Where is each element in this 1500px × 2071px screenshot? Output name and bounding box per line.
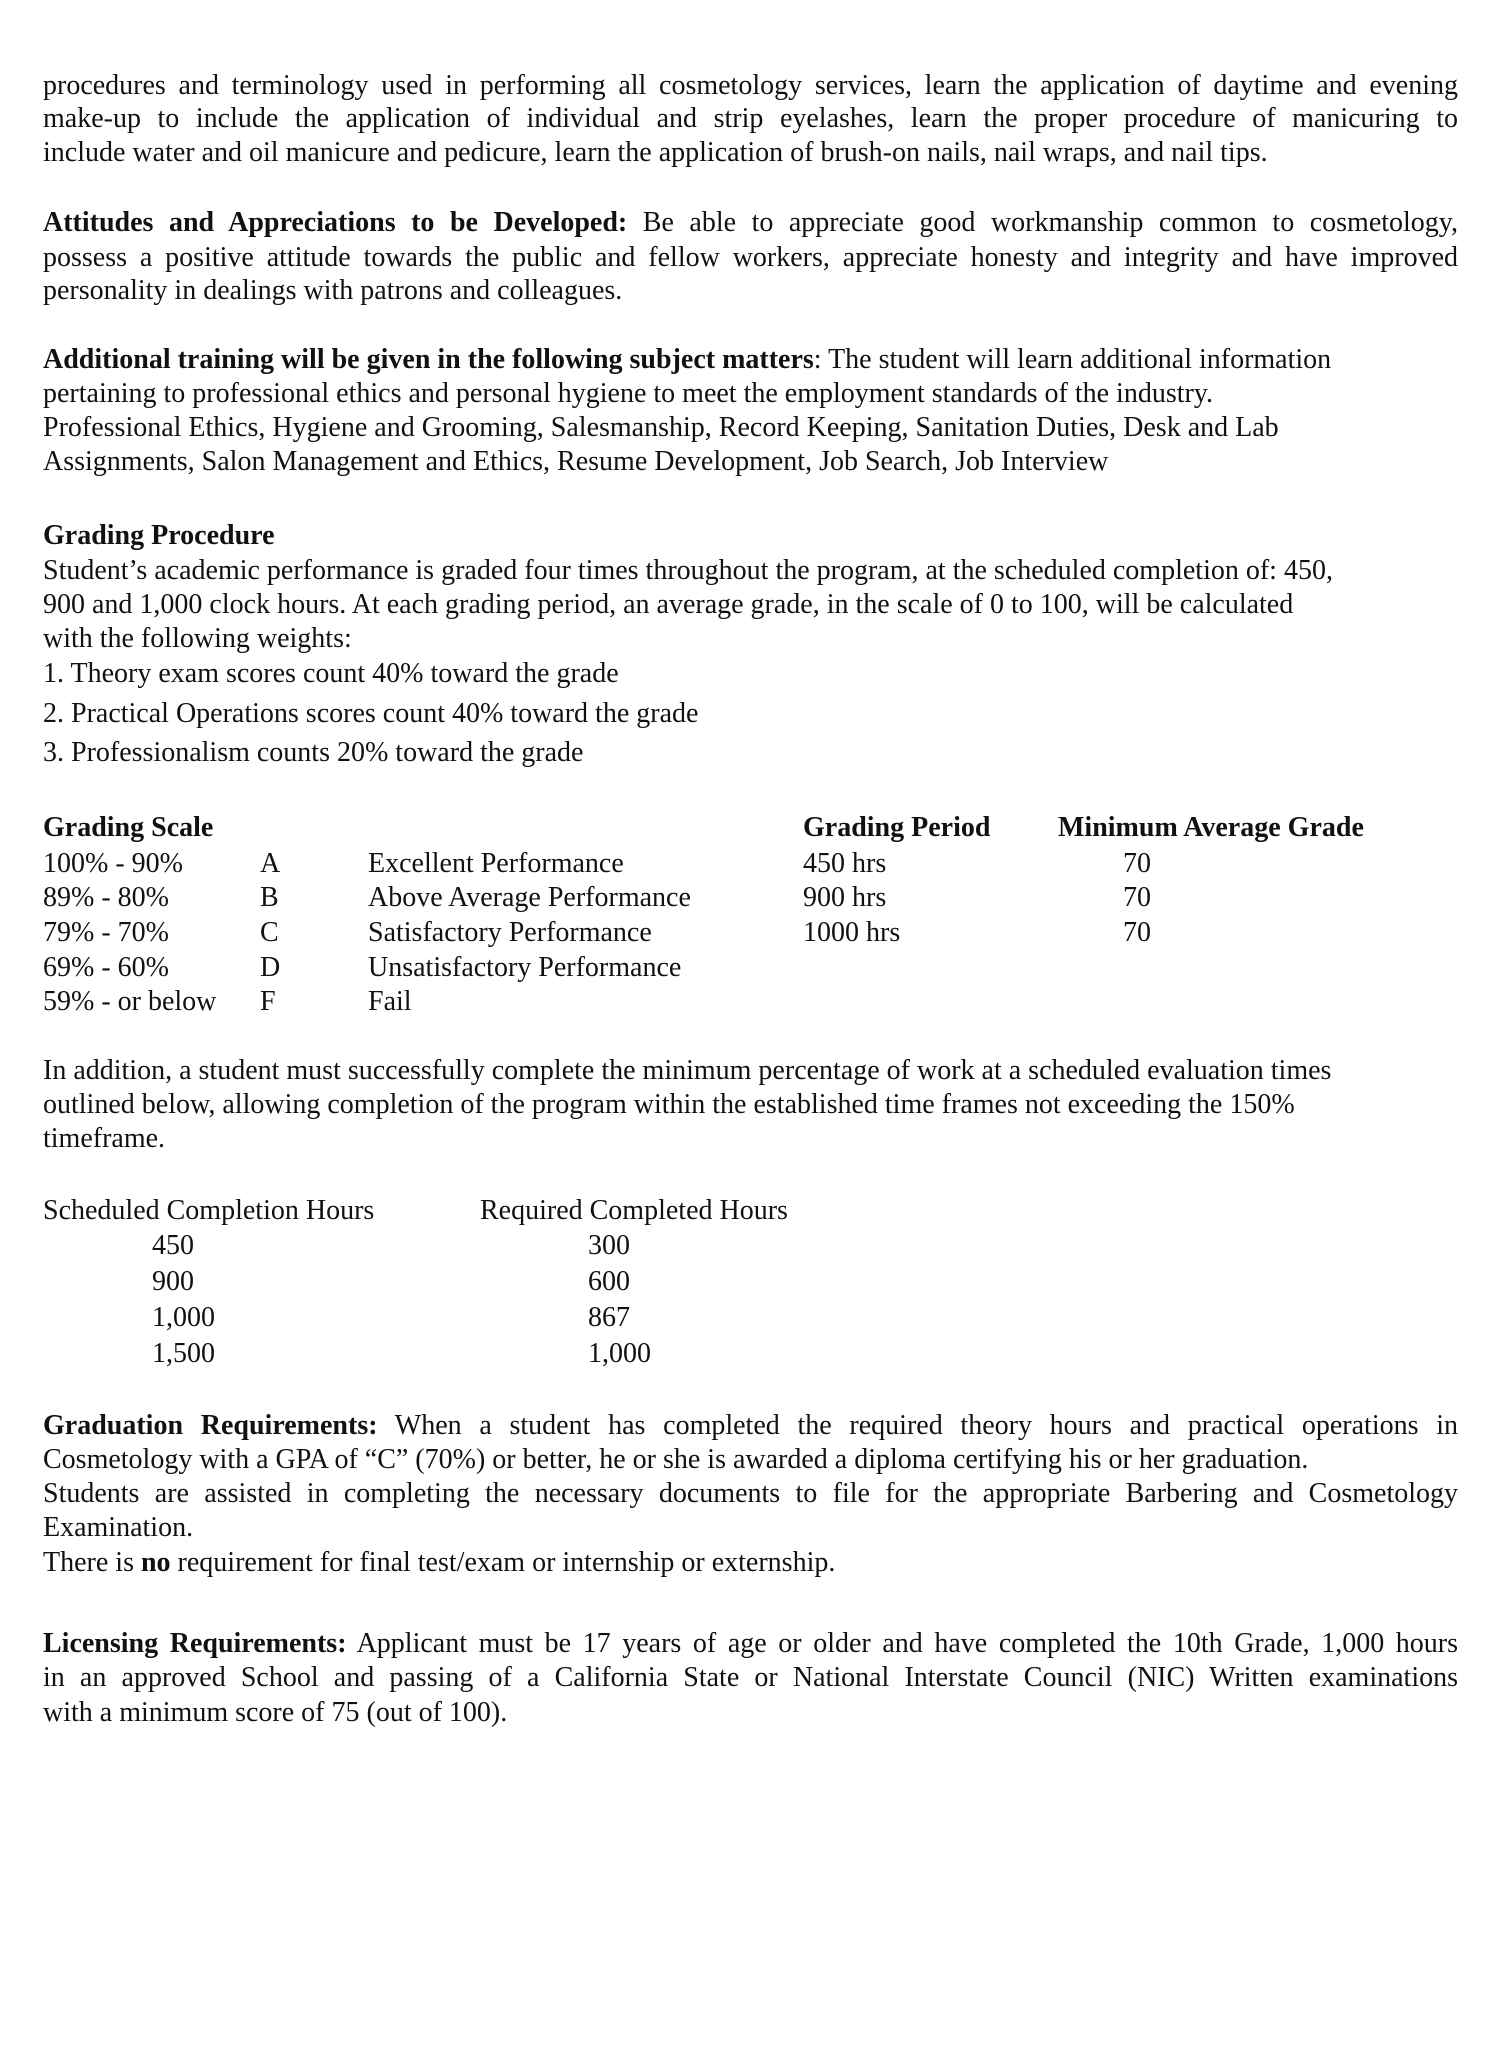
required-value: 867 bbox=[588, 1302, 630, 1333]
grading-procedure-heading: Grading Procedure bbox=[43, 520, 275, 551]
licensing-line-1: Licensing Requirements: Applicant must be 17 years of age or older and have completed the 10th Grade, 1,000 hours bbox=[43, 1628, 1458, 1659]
intro-line-1: procedures and terminology used in performing all cosmetology services, learn the application of daytime and evening bbox=[43, 70, 1458, 101]
scale-description: Fail bbox=[368, 986, 412, 1017]
scale-range: 69% - 60% bbox=[43, 952, 169, 983]
required-value: 600 bbox=[588, 1266, 630, 1297]
graduation-heading: Graduation Requirements: bbox=[43, 1410, 378, 1441]
scale-description: Satisfactory Performance bbox=[368, 917, 652, 948]
weight-item-professionalism: 3. Professionalism counts 20% toward the grade bbox=[43, 737, 584, 768]
scheduled-hours-header: Scheduled Completion Hours bbox=[43, 1195, 375, 1226]
attitudes-heading: Attitudes and Appreciations to be Developed: bbox=[43, 207, 628, 238]
grading-period-header: Grading Period bbox=[803, 812, 991, 843]
period-value: 900 hrs bbox=[803, 882, 887, 913]
scale-range: 100% - 90% bbox=[43, 848, 183, 879]
graduation-line-1: Graduation Requirements: When a student has completed the required theory hours and practical operations in bbox=[43, 1410, 1458, 1441]
progress-line-2: outlined below, allowing completion of the program within the established time frames not exceeding the 150% bbox=[43, 1089, 1295, 1120]
progress-line-1: In addition, a student must successfully complete the minimum percentage of work at a scheduled evaluation times bbox=[43, 1055, 1332, 1086]
weight-item-theory: 1. Theory exam scores count 40% toward the grade bbox=[43, 658, 619, 689]
scheduled-value: 450 bbox=[152, 1230, 194, 1261]
grading-procedure-line-2: 900 and 1,000 clock hours. At each grading period, an average grade, in the scale of 0 to 100, will be calculated bbox=[43, 589, 1294, 620]
licensing-heading: Licensing Requirements: bbox=[43, 1628, 347, 1659]
required-hours-header: Required Completed Hours bbox=[480, 1195, 788, 1226]
additional-line-4: Assignments, Salon Management and Ethics, Resume Development, Job Search, Job Interview bbox=[43, 446, 1109, 477]
scale-letter: D bbox=[260, 952, 281, 983]
grading-procedure-line-3: with the following weights: bbox=[43, 623, 352, 654]
scale-description: Excellent Performance bbox=[368, 848, 624, 879]
scale-letter: F bbox=[260, 986, 276, 1017]
minimum-value: 70 bbox=[1123, 882, 1151, 913]
additional-training-heading: Additional training will be given in the following subject matters bbox=[43, 344, 814, 375]
scale-description: Unsatisfactory Performance bbox=[368, 952, 682, 983]
licensing-line-2: in an approved School and passing of a California State or National Interstate Council (NIC) Written examinations bbox=[43, 1662, 1458, 1693]
intro-line-2: make-up to include the application of individual and strip eyelashes, learn the proper procedure of manicuring to bbox=[43, 103, 1458, 134]
period-value: 450 hrs bbox=[803, 848, 887, 879]
minimum-grade-header: Minimum Average Grade bbox=[1058, 812, 1364, 843]
scheduled-value: 1,500 bbox=[152, 1338, 215, 1369]
scale-range: 79% - 70% bbox=[43, 917, 169, 948]
scheduled-value: 1,000 bbox=[152, 1302, 215, 1333]
additional-line-1: Additional training will be given in the following subject matters: The student will learn additional information bbox=[43, 344, 1332, 375]
period-value: 1000 hrs bbox=[803, 917, 901, 948]
licensing-line-3: with a minimum score of 75 (out of 100). bbox=[43, 1697, 508, 1728]
graduation-line-2: Cosmetology with a GPA of “C” (70%) or better, he or she is awarded a diploma certifying his or her graduation. bbox=[43, 1444, 1309, 1475]
attitudes-line-3: personality in dealings with patrons and colleagues. bbox=[43, 275, 623, 306]
graduation-line-4: Examination. bbox=[43, 1512, 194, 1543]
additional-line-3: Professional Ethics, Hygiene and Grooming, Salesmanship, Record Keeping, Sanitation Duties, Desk and Lab bbox=[43, 412, 1279, 443]
progress-line-3: timeframe. bbox=[43, 1123, 166, 1154]
graduation-note: There is no requirement for final test/exam or internship or externship. bbox=[43, 1547, 836, 1578]
minimum-value: 70 bbox=[1123, 848, 1151, 879]
required-value: 300 bbox=[588, 1230, 630, 1261]
attitudes-line-1: Attitudes and Appreciations to be Developed: Be able to appreciate good workmanship common to cosmetology, bbox=[43, 207, 1458, 238]
scale-range: 89% - 80% bbox=[43, 882, 169, 913]
scale-letter: B bbox=[260, 882, 279, 913]
scheduled-value: 900 bbox=[152, 1266, 194, 1297]
graduation-line-3: Students are assisted in completing the necessary documents to file for the appropriate Barbering and Cosmetology bbox=[43, 1478, 1458, 1509]
minimum-value: 70 bbox=[1123, 917, 1151, 948]
attitudes-line-2: possess a positive attitude towards the public and fellow workers, appreciate honesty and integrity and have improved bbox=[43, 242, 1458, 273]
intro-line-3: include water and oil manicure and pedicure, learn the application of brush-on nails, nail wraps, and nail tips. bbox=[43, 137, 1268, 168]
scale-letter: A bbox=[260, 848, 281, 879]
additional-line-2: pertaining to professional ethics and personal hygiene to meet the employment standards of the industry. bbox=[43, 378, 1213, 409]
weight-item-practical: 2. Practical Operations scores count 40% toward the grade bbox=[43, 698, 699, 729]
scale-letter: C bbox=[260, 917, 279, 948]
grading-scale-heading: Grading Scale bbox=[43, 812, 214, 843]
scale-description: Above Average Performance bbox=[368, 882, 691, 913]
required-value: 1,000 bbox=[588, 1338, 651, 1369]
grading-procedure-line-1: Student’s academic performance is graded four times throughout the program, at the scheduled completion of: 450, bbox=[43, 555, 1333, 586]
scale-range: 59% - or below bbox=[43, 986, 217, 1017]
